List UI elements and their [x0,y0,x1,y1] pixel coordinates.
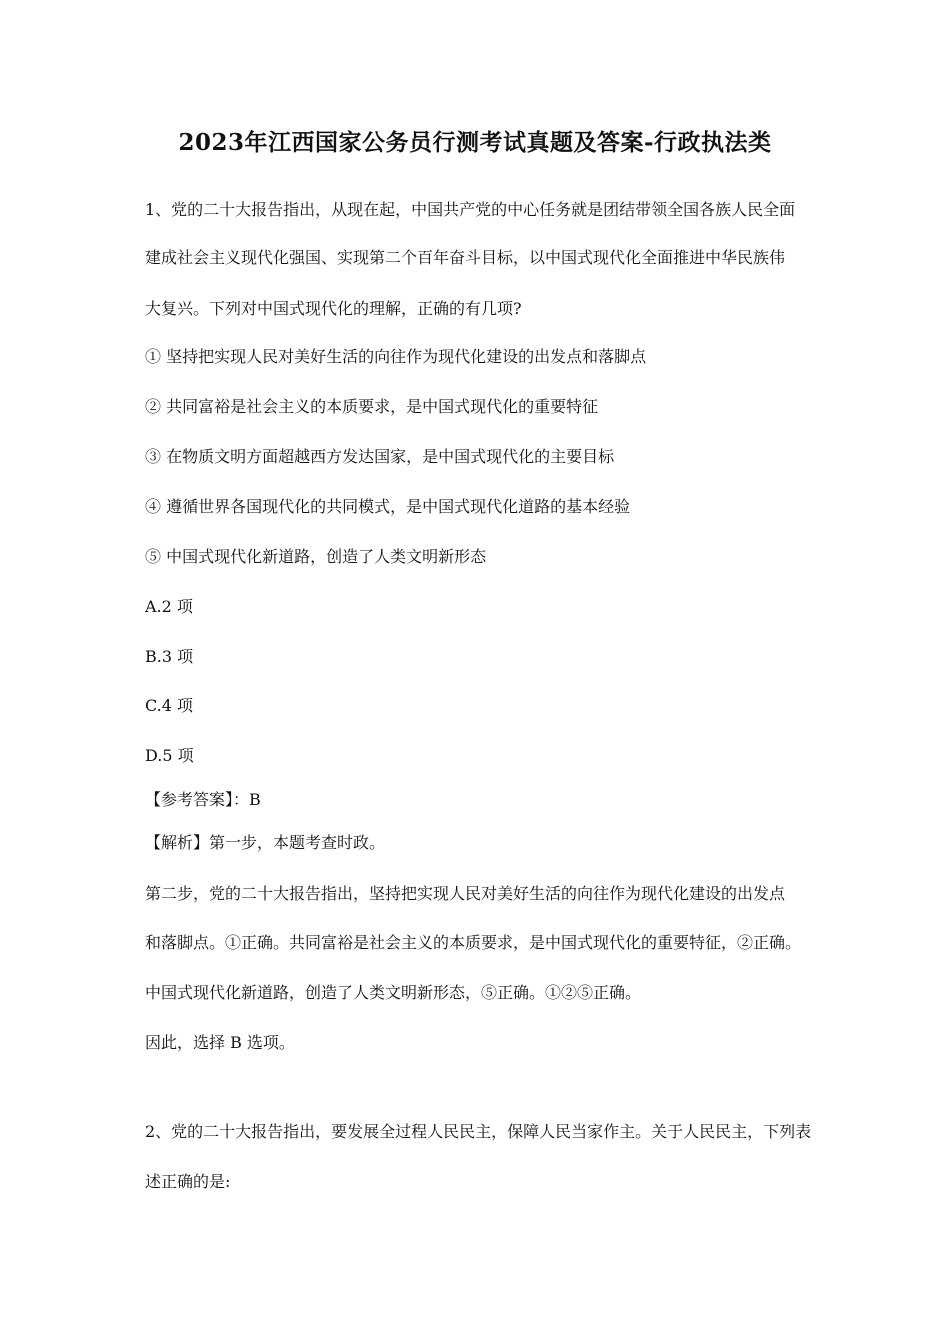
q2-stem-line-2: 述正确的是: [145,1172,231,1191]
q2-stem-line-1: 2、党的二十大报告指出，要发展全过程人民民主，保障人民当家作主。关于人民民主，下列表 [145,1122,812,1141]
q1-stem-line-3: 大复兴。下列对中国式现代化的理解，正确的有几项? [145,299,522,318]
q1-option-d: D.5 项 [145,746,194,765]
q1-analysis-line-5: 因此，选择 B 选项。 [145,1033,295,1052]
q1-stem-line-1: 1、党的二十大报告指出，从现在起，中国共产党的中心任务就是团结带领全国各族人民全面 [145,200,796,219]
q1-statement-4: ④ 遵循世界各国现代化的共同模式，是中国式现代化道路的基本经验 [145,497,631,516]
q1-option-c: C.4 项 [145,696,194,715]
q1-stem-line-2: 建成社会主义现代化强国、实现第二个百年奋斗目标，以中国式现代化全面推进中华民族伟 [145,248,786,267]
q1-analysis-line-3: 和落脚点。①正确。共同富裕是社会主义的本质要求，是中国式现代化的重要特征，②正确。 [145,933,802,952]
q1-option-a: A.2 项 [145,597,193,616]
q1-analysis-line-2: 第二步，党的二十大报告指出，坚持把实现人民对美好生活的向往作为现代化建设的出发点 [145,884,786,903]
q1-option-b: B.3 项 [145,647,194,666]
document-title: 2023年江西国家公务员行测考试真题及答案-行政执法类 [178,129,772,156]
q1-statement-2: ② 共同富裕是社会主义的本质要求，是中国式现代化的重要特征 [145,397,599,416]
q1-statement-3: ③ 在物质文明方面超越西方发达国家，是中国式现代化的主要目标 [145,447,615,466]
q1-statement-5: ⑤ 中国式现代化新道路，创造了人类文明新形态 [145,547,487,566]
q1-statement-1: ① 坚持把实现人民对美好生活的向往作为现代化建设的出发点和落脚点 [145,347,647,366]
q1-analysis-line-1: 【解析】第一步，本题考查时政。 [145,833,386,852]
q1-analysis-line-4: 中国式现代化新道路，创造了人类文明新形态，⑤正确。①②⑤正确。 [145,983,642,1002]
q1-answer: 【参考答案】：B [145,790,261,809]
